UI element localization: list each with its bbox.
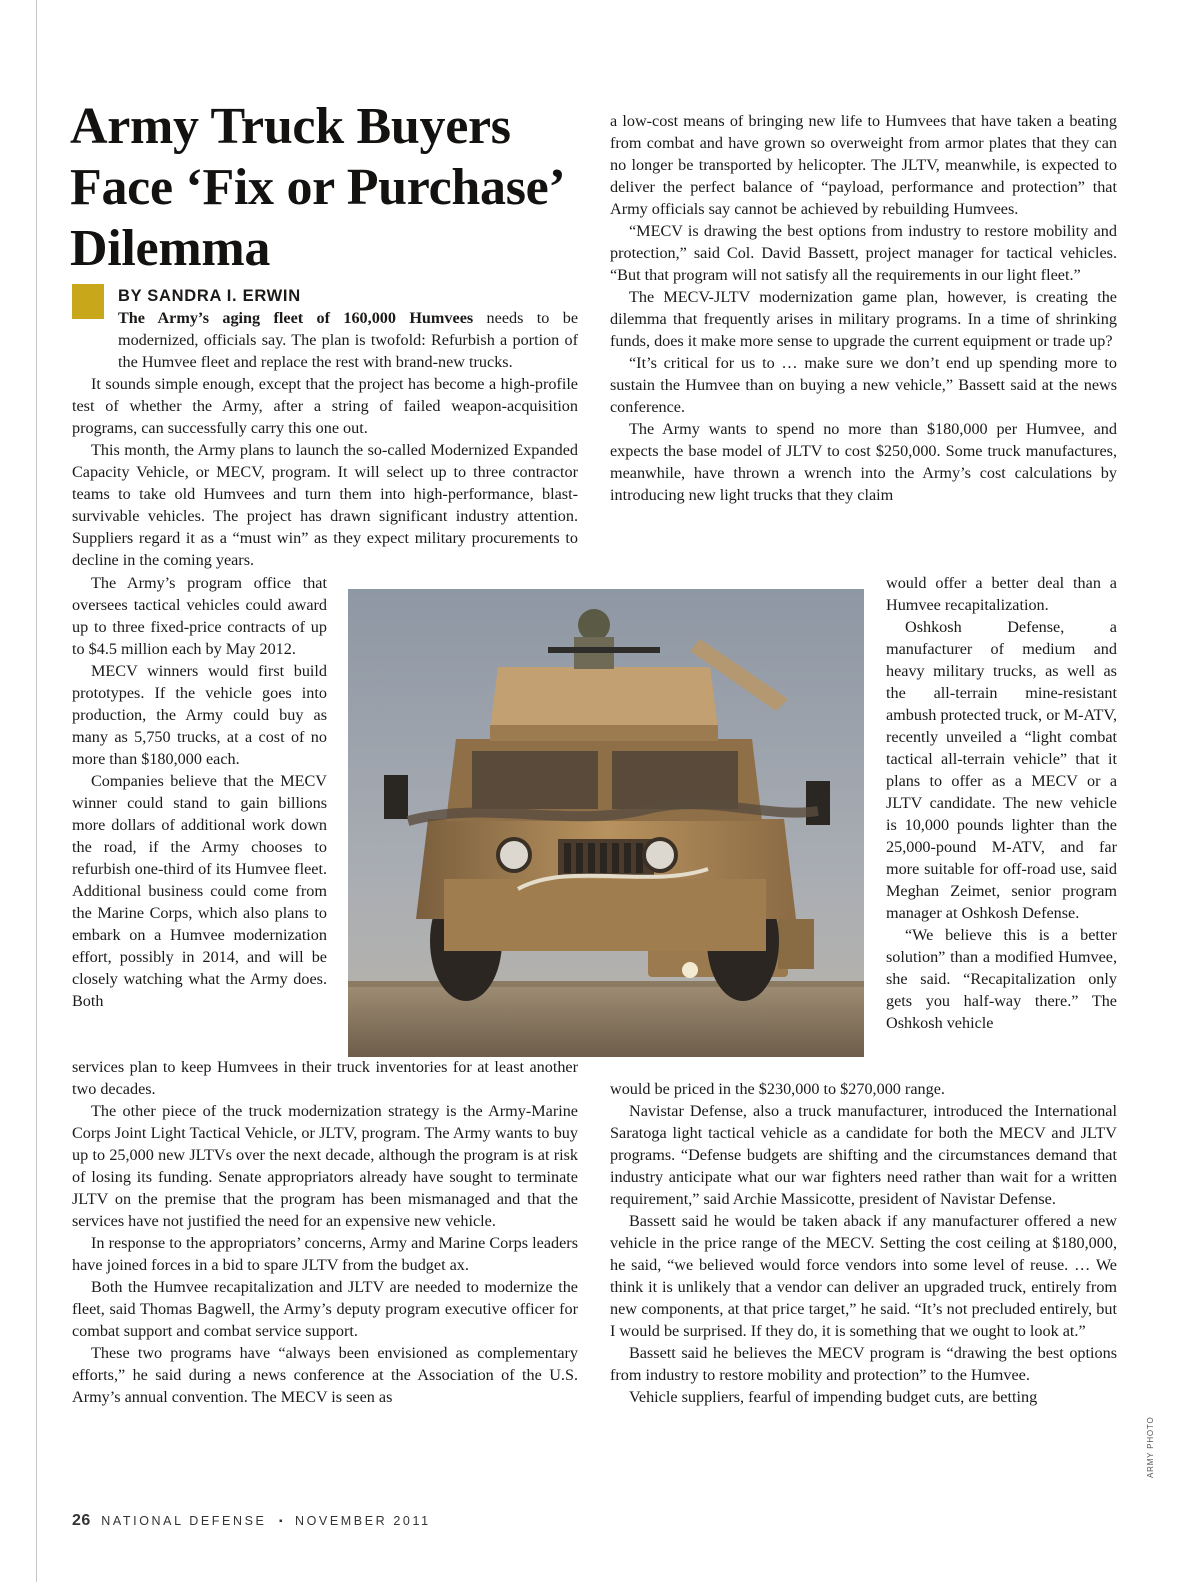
lead-bold-text: The Army’s aging fleet of 160,000 Humvees bbox=[118, 309, 474, 327]
paragraph: MECV winners would first build prototypes. If the vehicle goes into production, the Army could buy as many as 5,750 trucks, at a cost of no more than $180,000 each. bbox=[72, 662, 327, 768]
page-number: 26 bbox=[72, 1512, 91, 1529]
column-2-top bbox=[610, 110, 1117, 506]
humvee-photo bbox=[348, 589, 864, 1057]
lead-paragraph bbox=[72, 307, 578, 373]
lead-text: needs to be modernized, officials say. The plan is twofold: Refurbish a portion of the Humvee fleet and replace the rest with brand-new trucks. bbox=[118, 309, 579, 371]
column-1-top bbox=[72, 307, 578, 571]
paragraph: It sounds simple enough, except that the project has become a high-profile test of whether the Army, after a string of failed weapon-acquisition programs, can successfully carry this one out. bbox=[72, 375, 578, 437]
paragraph: Bassett said he would be taken aback if any manufacturer offered a new vehicle in the price range of the MECV. Setting the cost ceiling at $180,000, he said, “we believed would force vendors into some level of reuse. … We think it is unlikely that a vendor can deliver an upgraded truck, entirely from new components, at that price target,” he said. “It’s not precluded entirely, but I would be surprised. If they do, it is something that we ought to look at.” bbox=[610, 1212, 1117, 1340]
column-1-bottom bbox=[72, 1056, 578, 1408]
paragraph: The Army wants to spend no more than $180,000 per Humvee, and expects the base model of JLTV to cost $250,000. Some truck manufactures, meanwhile, have thrown a wrench into the Army’s cost calculations by introducing new light trucks that they claim bbox=[610, 420, 1117, 504]
article-headline: Army Truck Buyers Face ‘Fix or Purchase’ Dilemma bbox=[70, 98, 562, 277]
paragraph-continued: would be priced in the $230,000 to $270,000 range. bbox=[610, 1080, 945, 1098]
page-footer bbox=[72, 1512, 431, 1530]
publication-name: NATIONAL DEFENSE bbox=[101, 1514, 267, 1528]
paragraph: “It’s critical for us to … make sure we don’t end up spending more to sustain the Humvee than on buying a new vehicle,” Bassett said at the news conference. bbox=[610, 354, 1117, 416]
article-byline: BY SANDRA I. ERWIN bbox=[118, 287, 301, 305]
paragraph-continued: services plan to keep Humvees in their truck inventories for at least another two decades. bbox=[72, 1058, 578, 1098]
column-2-narrow bbox=[886, 572, 1117, 1034]
paragraph: Navistar Defense, also a truck manufacturer, introduced the International Saratoga light tactical vehicle as a candidate for both the MECV and JLTV programs. “Defense budgets are shifting and the circumstances demand that industry anticipate what our war fighters need rather than wait for a written requirement,” said Archie Massicotte, president of Navistar Defense. bbox=[610, 1102, 1117, 1208]
paragraph-continued: would offer a better deal than a Humvee recapitalization. bbox=[886, 574, 1117, 614]
page-edge-rule bbox=[36, 0, 37, 1582]
paragraph: “MECV is drawing the best options from industry to restore mobility and protection,” said Col. David Bassett, project manager for tactical vehicles. “But that program will not satisfy all the requirements in our light fleet.” bbox=[610, 222, 1117, 284]
footer-separator: ▪ bbox=[278, 1516, 283, 1527]
column-2-bottom bbox=[610, 1078, 1117, 1408]
paragraph: Vehicle suppliers, fearful of impending budget cuts, are betting bbox=[629, 1388, 1038, 1406]
paragraph: Both the Humvee recapitalization and JLTV are needed to modernize the fleet, said Thomas Bagwell, the Army’s deputy program executive officer for combat support and combat service support. bbox=[72, 1278, 578, 1340]
humvee-illustration bbox=[348, 589, 864, 1057]
paragraph: Companies believe that the MECV winner could stand to gain billions more dollars of additional work down the road, if the Army chooses to refurbish one-third of its Humvee fleet. Additional business could come from the Marine Corps, which also plans to embark on a Humvee modernization effort, possibly in 2014, and will be closely watching what the Army does. Both bbox=[72, 772, 327, 1010]
paragraph: “We believe this is a better solution” than a modified Humvee, she said. “Recapitalization only gets you half-way there.” The Oshkosh vehicle bbox=[886, 926, 1117, 1032]
paragraph: The MECV-JLTV modernization game plan, however, is creating the dilemma that frequently arises in military programs. In a time of shrinking funds, does it make more sense to upgrade the current equipment or trade up? bbox=[610, 288, 1117, 350]
paragraph: The Army’s program office that oversees tactical vehicles could award up to three fixed-price contracts of up to $4.5 million each by May 2012. bbox=[72, 574, 327, 658]
issue-date: NOVEMBER 2011 bbox=[294, 1514, 431, 1528]
paragraph: This month, the Army plans to launch the so-called Modernized Expanded Capacity Vehicle, or MECV, program. It will select up to three contractor teams to take old Humvees and turn them into high-performance, blast-survivable vehicles. The project has drawn significant industry attention. Suppliers regard it as a “must win” as they expect military procurements to decline in the coming years. bbox=[72, 441, 578, 569]
paragraph: In response to the appropriators’ concerns, Army and Marine Corps leaders have joined forces in a bid to spare JLTV from the budget ax. bbox=[72, 1234, 578, 1274]
paragraph-continued: a low-cost means of bringing new life to Humvees that have taken a beating from combat and have grown so overweight from armor plates that they can no longer be transported by helicopter. The JLTV, meanwhile, is expected to deliver the perfect balance of “payload, performance and protection” that Army officials say cannot be achieved by rebuilding Humvees. bbox=[610, 112, 1117, 218]
paragraph: These two programs have “always been envisioned as complementary efforts,” he said during a news conference at the Association of the U.S. Army’s annual convention. The MECV is seen as bbox=[72, 1344, 578, 1406]
paragraph: Oshkosh Defense, a manufacturer of medium and heavy military trucks, as well as the all-terrain mine-resistant ambush protected truck, or M-ATV, recently unveiled a “light combat tactical all-terrain vehicle” that it plans to offer as a MECV or a JLTV candidate. The new vehicle is 10,000 pounds lighter than the 25,000-pound M-ATV, and far more suitable for off-road use, said Meghan Zeimet, senior program manager at Oshkosh Defense. bbox=[886, 618, 1117, 922]
column-1-narrow bbox=[72, 572, 327, 1012]
paragraph: The other piece of the truck modernization strategy is the Army-Marine Corps Joint Light Tactical Vehicle, or JLTV, program. The Army wants to buy up to 25,000 new JLTVs over the next decade, although the program is at risk of losing its funding. Senate appropriators already have sought to terminate JLTV on the premise that the program has been mismanaged and that the services have not justified the need for an expensive new vehicle. bbox=[72, 1102, 578, 1230]
paragraph: Bassett said he believes the MECV program is “drawing the best options from industry to restore mobility and protection” to the Humvee. bbox=[610, 1344, 1117, 1384]
photo-credit: ARMY PHOTO bbox=[1146, 1416, 1155, 1478]
